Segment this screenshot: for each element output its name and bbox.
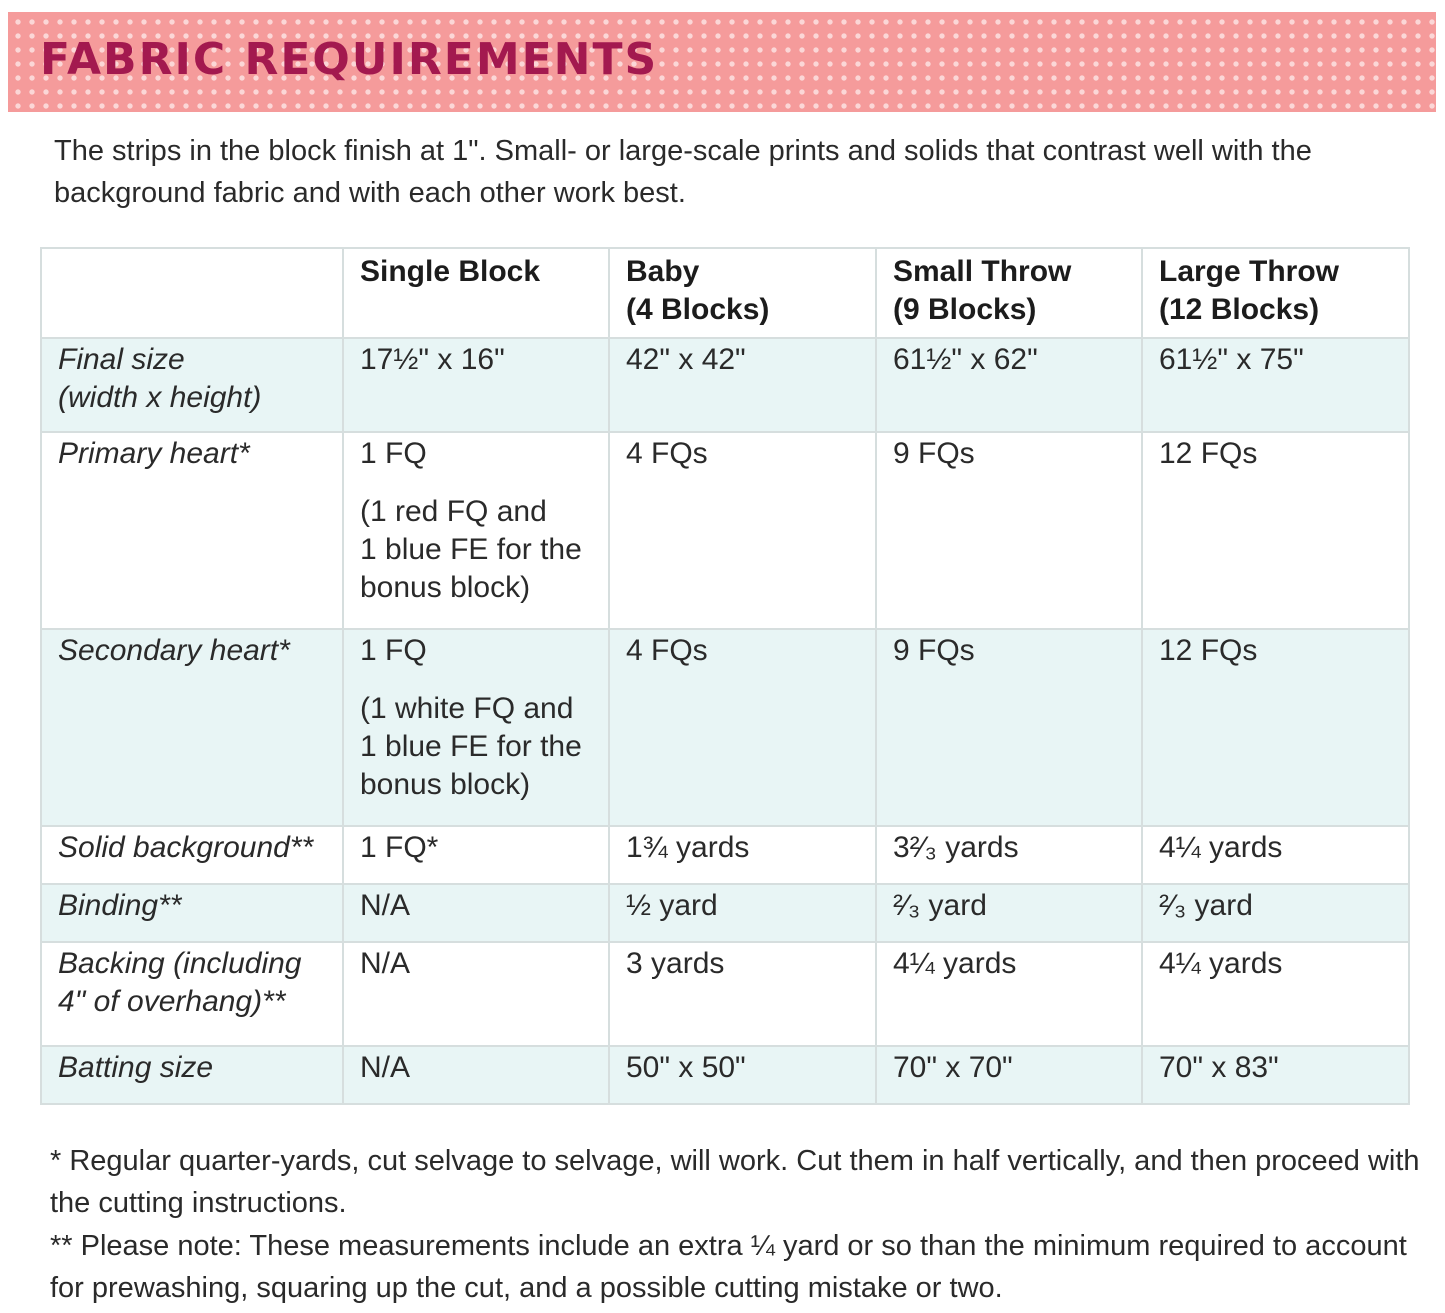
cell-note: (1 red FQ and 1 blue FE for the bonus block): [360, 495, 582, 604]
cell-note: (1 white FQ and 1 blue FE for the bonus block): [360, 692, 582, 801]
table-row: [41, 826, 1409, 884]
table-cell: 70" x 83": [1142, 1046, 1409, 1104]
row-label: Batting size: [41, 1046, 343, 1104]
header-label: Large Throw (12 Blocks): [1159, 255, 1340, 326]
table-cell: ½ yard: [609, 884, 876, 942]
table-cell: 17½" x 16": [343, 338, 609, 432]
table-cell: ²⁄₃ yard: [1142, 884, 1409, 942]
table-cell: 12 FQs: [1142, 432, 1409, 629]
table-cell: 4 FQs: [609, 629, 876, 826]
table-cell: [343, 629, 609, 826]
table-cell: 50" x 50": [609, 1046, 876, 1104]
row-label: Backing (including 4" of overhang)**: [41, 942, 343, 1046]
table-cell: 3 yards: [609, 942, 876, 1046]
table-header-row: [41, 248, 1409, 338]
table-row: [41, 884, 1409, 942]
page-title: FABRIC REQUIREMENTS: [40, 34, 659, 85]
row-label: Solid background**: [41, 826, 343, 884]
header-baby: [609, 248, 876, 338]
table-cell: 12 FQs: [1142, 629, 1409, 826]
table-cell: 70" x 70": [876, 1046, 1142, 1104]
table-cell: 4¼ yards: [876, 942, 1142, 1046]
table-cell: 9 FQs: [876, 432, 1142, 629]
table-cell: 4¼ yards: [1142, 942, 1409, 1046]
table-row: [41, 942, 1409, 1046]
header-banner: [8, 12, 1436, 112]
table-row: [41, 629, 1409, 826]
table-cell: 42" x 42": [609, 338, 876, 432]
header-label: Baby (4 Blocks): [626, 255, 770, 326]
table-cell: 9 FQs: [876, 629, 1142, 826]
table-row: [41, 338, 1409, 432]
footnote-single-asterisk: * Regular quarter-yards, cut selvage to selvage, will work. Cut them in half vertically, and then proceed with the cutting instructions.: [50, 1145, 1420, 1219]
table-cell: 61½" x 75": [1142, 338, 1409, 432]
footnote-double-asterisk: ** Please note: These measurements include an extra ¼ yard or so than the minimum required to account for prewashing, squaring up the cut, and a possible cutting mistake or two.: [50, 1230, 1407, 1304]
table-cell: 4 FQs: [609, 432, 876, 629]
table-row: [41, 432, 1409, 629]
row-label: Final size (width x height): [41, 338, 343, 432]
cell-value: 1 FQ: [360, 437, 427, 470]
fabric-requirements-table: [40, 247, 1410, 1105]
table-cell: 3²⁄₃ yards: [876, 826, 1142, 884]
table-cell: 1¾ yards: [609, 826, 876, 884]
header-cell-empty: [41, 248, 343, 338]
row-label: Binding**: [41, 884, 343, 942]
table-cell: ²⁄₃ yard: [876, 884, 1142, 942]
table-cell: 61½" x 62": [876, 338, 1142, 432]
table-cell: N/A: [343, 942, 609, 1046]
header-single-block: [343, 248, 609, 338]
header-label: Single Block: [360, 255, 541, 288]
table-cell: N/A: [343, 884, 609, 942]
intro-paragraph: The strips in the block finish at 1". Small- or large-scale prints and solids that contrast well with the background fabric and with each other work best.: [54, 135, 1312, 209]
header-large-throw: [1142, 248, 1409, 338]
cell-value: 1 FQ: [360, 634, 427, 667]
table-cell: N/A: [343, 1046, 609, 1104]
header-small-throw: [876, 248, 1142, 338]
row-label: Secondary heart*: [41, 629, 343, 826]
table-cell: [343, 432, 609, 629]
table-cell: 4¼ yards: [1142, 826, 1409, 884]
table-cell: 1 FQ*: [343, 826, 609, 884]
table-row: [41, 1046, 1409, 1104]
header-label: Small Throw (9 Blocks): [893, 255, 1072, 326]
row-label: Primary heart*: [41, 432, 343, 629]
